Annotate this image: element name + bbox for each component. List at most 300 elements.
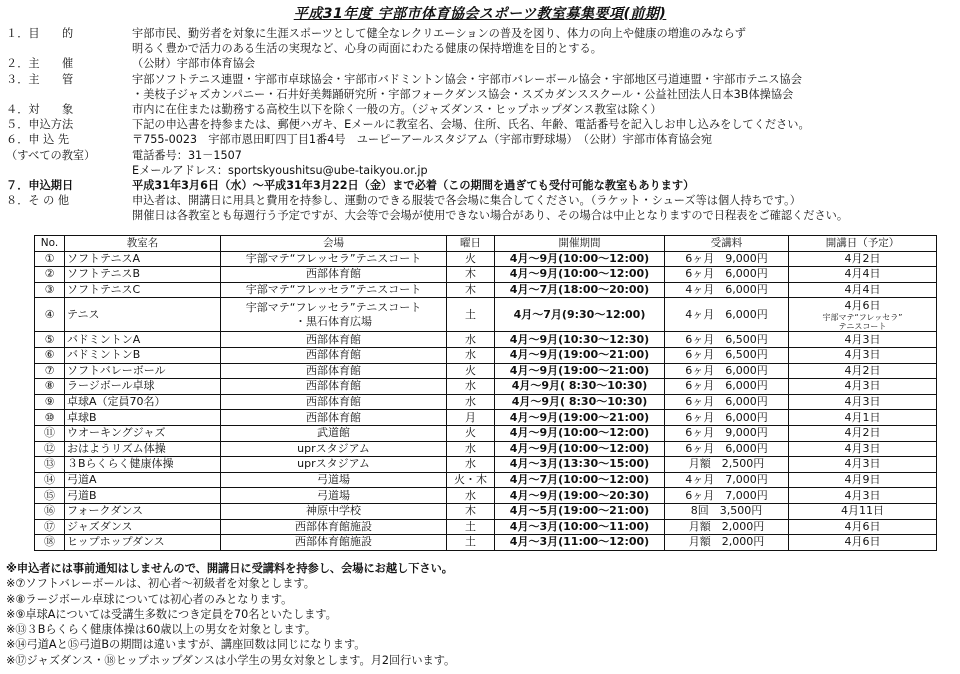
header-venue: 会場 bbox=[221, 236, 447, 252]
class-name: フォークダンス bbox=[67, 504, 144, 518]
venue-cell bbox=[221, 282, 447, 298]
info-label bbox=[6, 87, 132, 102]
start-date-cell bbox=[789, 503, 937, 519]
venue: 西部体育館施設 bbox=[295, 519, 372, 533]
weekday-cell bbox=[447, 535, 495, 551]
info-row bbox=[6, 72, 956, 87]
info-row bbox=[6, 208, 956, 223]
class-name-cell bbox=[65, 394, 221, 410]
fee-cell bbox=[665, 488, 789, 504]
period: 4月～3月(13:30～15:00) bbox=[509, 457, 650, 471]
period: 4月～9月( 8:30～10:30) bbox=[511, 395, 648, 409]
fee: 4ヶ月 7,000円 bbox=[685, 473, 768, 487]
info-label bbox=[6, 41, 132, 56]
venue: 弓道場 bbox=[317, 473, 350, 487]
period-cell bbox=[495, 363, 665, 379]
fee-cell bbox=[665, 251, 789, 267]
venue: uprスタジアム bbox=[297, 441, 370, 455]
start-date: 4月2日 bbox=[844, 251, 881, 265]
row-number-cell bbox=[35, 267, 65, 283]
weekday-cell bbox=[447, 410, 495, 426]
weekday-cell bbox=[447, 267, 495, 283]
row-number: ⑥ bbox=[44, 348, 55, 362]
note-line: ※⑦ソフトバレーボールは、初心者～初級者を対象とします。 bbox=[6, 577, 315, 591]
row-number: ⑩ bbox=[44, 410, 55, 424]
period-cell bbox=[495, 410, 665, 426]
start-date: 4月6日 bbox=[844, 535, 881, 549]
table-row bbox=[35, 519, 937, 535]
weekday: 水 bbox=[465, 348, 476, 362]
header-fee: 受講料 bbox=[665, 236, 789, 252]
fee: 4ヶ月 6,000円 bbox=[685, 283, 768, 297]
class-name-cell bbox=[65, 535, 221, 551]
row-number: ⑫ bbox=[44, 441, 55, 455]
weekday-cell bbox=[447, 488, 495, 504]
class-name: ソフトテニスA bbox=[67, 251, 141, 265]
period: 4月～7月(10:00～12:00) bbox=[509, 473, 650, 487]
info-value: ・美枝子ジャズカンパニー・石井好美舞踊研究所・宇部フォークダンス協会・スズカダンススクール・公益社団法人日本3B体操協会 bbox=[132, 87, 794, 101]
weekday-cell bbox=[447, 298, 495, 332]
row-number-cell bbox=[35, 379, 65, 395]
info-value: 申込者は、開講日に用具と費用を持参し、運動のできる服装で各会場に集合してください。（ラケット・シューズ等は個人持ちです。） bbox=[132, 194, 801, 208]
table-row bbox=[35, 251, 937, 267]
info-row bbox=[6, 41, 956, 56]
start-date-cell bbox=[789, 410, 937, 426]
start-date-cell bbox=[789, 298, 937, 332]
start-date-cell bbox=[789, 332, 937, 348]
row-number-cell bbox=[35, 282, 65, 298]
class-name: ３Bらくらく健康体操 bbox=[67, 457, 174, 471]
start-date-cell bbox=[789, 379, 937, 395]
venue-cell bbox=[221, 425, 447, 441]
start-date: 4月3日 bbox=[844, 379, 881, 393]
venue: 宇部マテ“フレッセラ”テニスコート bbox=[245, 251, 422, 265]
class-name-cell bbox=[65, 472, 221, 488]
class-name-cell bbox=[65, 332, 221, 348]
row-number: ⑨ bbox=[44, 395, 55, 409]
start-date: 4月3日 bbox=[844, 457, 881, 471]
table-row bbox=[35, 472, 937, 488]
weekday-cell bbox=[447, 363, 495, 379]
start-date: 4月11日 bbox=[841, 504, 884, 518]
weekday-cell bbox=[447, 457, 495, 473]
info-label: ３．主 管 bbox=[6, 72, 74, 86]
weekday: 火 bbox=[465, 251, 476, 265]
venue: 西部体育館 bbox=[306, 267, 361, 281]
class-name: ラージボール卓球 bbox=[67, 379, 155, 393]
period-cell bbox=[495, 425, 665, 441]
weekday-cell bbox=[447, 441, 495, 457]
row-number: ⑬ bbox=[44, 457, 55, 471]
period: 4月～9月(19:00～20:30) bbox=[509, 488, 650, 502]
info-row bbox=[6, 193, 956, 208]
info-row bbox=[6, 148, 956, 163]
note-line: ※⑧ラージボール卓球については初心者のみとなります。 bbox=[6, 592, 293, 606]
period-cell bbox=[495, 535, 665, 551]
class-name: 弓道B bbox=[67, 488, 97, 502]
fee: 6ヶ月 6,500円 bbox=[685, 348, 768, 362]
row-number-cell bbox=[35, 332, 65, 348]
table-row bbox=[35, 267, 937, 283]
class-name-cell bbox=[65, 251, 221, 267]
row-number: ⑤ bbox=[44, 332, 55, 346]
venue: 西部体育館 bbox=[306, 410, 361, 424]
period: 4月～3月(11:00～12:00) bbox=[509, 535, 650, 549]
row-number-cell bbox=[35, 441, 65, 457]
weekday: 火 bbox=[465, 426, 476, 440]
class-name-cell bbox=[65, 410, 221, 426]
period-cell bbox=[495, 394, 665, 410]
fee-cell bbox=[665, 363, 789, 379]
header-period: 開催期間 bbox=[495, 236, 665, 252]
row-number-cell bbox=[35, 347, 65, 363]
period: 4月～3月(10:00～11:00) bbox=[509, 519, 650, 533]
period-cell bbox=[495, 282, 665, 298]
fee: 6ヶ月 9,000円 bbox=[685, 426, 768, 440]
period-cell bbox=[495, 519, 665, 535]
fee-cell bbox=[665, 519, 789, 535]
notes-section bbox=[6, 561, 956, 668]
start-date-cell bbox=[789, 425, 937, 441]
table-header-row bbox=[35, 236, 937, 252]
note-line: ※⑬３Bらくらく健康体操は60歳以上の男女を対象とします。 bbox=[6, 623, 317, 637]
start-date: 4月1日 bbox=[844, 410, 881, 424]
info-row bbox=[6, 132, 956, 147]
row-number-cell bbox=[35, 457, 65, 473]
table-row bbox=[35, 425, 937, 441]
venue: 弓道場 bbox=[317, 488, 350, 502]
class-name: ソフトテニスB bbox=[67, 267, 141, 281]
venue: 神原中学校 bbox=[306, 504, 361, 518]
fee-cell bbox=[665, 394, 789, 410]
class-name-cell bbox=[65, 488, 221, 504]
table-row bbox=[35, 332, 937, 348]
class-name: バドミントンB bbox=[67, 348, 141, 362]
fee-cell bbox=[665, 503, 789, 519]
row-number-cell bbox=[35, 251, 65, 267]
venue-cell bbox=[221, 410, 447, 426]
note-line: ※⑭弓道Aと⑮弓道Bの期間は違いますが、講座回数は同じになります。 bbox=[6, 638, 366, 652]
fee: 8回 3,500円 bbox=[690, 504, 763, 518]
period: 4月～7月(18:00～20:00) bbox=[509, 283, 650, 297]
weekday: 水 bbox=[465, 441, 476, 455]
info-section bbox=[6, 26, 956, 223]
fee-cell bbox=[665, 441, 789, 457]
info-label: ５．申込方法 bbox=[6, 118, 74, 132]
table-row bbox=[35, 282, 937, 298]
info-value: 開催日は各教室とも毎週行う予定ですが、大会等で会場が使用できない場合があり、その場合は中止となりますので日程表をご確認ください。 bbox=[132, 209, 849, 223]
info-value: 電話番号：31－1507 bbox=[132, 148, 242, 162]
row-number: ② bbox=[44, 267, 55, 281]
fee: 6ヶ月 6,000円 bbox=[685, 379, 768, 393]
info-value: （公財）宇部市体育協会 bbox=[132, 57, 256, 71]
row-number: ⑪ bbox=[44, 426, 55, 440]
table-row bbox=[35, 394, 937, 410]
class-name: ヒップホップダンス bbox=[67, 535, 165, 549]
fee-cell bbox=[665, 535, 789, 551]
weekday: 水 bbox=[465, 332, 476, 346]
start-date-note: 宇部マテ“フレッセラ” bbox=[822, 312, 903, 322]
venue-cell bbox=[221, 267, 447, 283]
page-title: 平成31年度 宇部市体育協会スポーツ教室募集要項(前期) bbox=[293, 6, 667, 22]
table-row bbox=[35, 441, 937, 457]
row-number-cell bbox=[35, 298, 65, 332]
table-row bbox=[35, 363, 937, 379]
row-number-cell bbox=[35, 519, 65, 535]
row-number: ④ bbox=[44, 307, 55, 321]
fee-cell bbox=[665, 425, 789, 441]
class-name: 弓道A bbox=[67, 473, 97, 487]
fee: 4ヶ月 6,000円 bbox=[685, 307, 768, 321]
header-day: 曜日 bbox=[447, 236, 495, 252]
venue: 西部体育館 bbox=[306, 363, 361, 377]
period-cell bbox=[495, 251, 665, 267]
info-value: 〒755-0023 宇部市恩田町四丁目1番4号 ユーピーアールスタジアム（宇部市野球場） （公財）宇部市体育協会宛 bbox=[132, 133, 713, 147]
period: 4月～9月(10:30～12:30) bbox=[509, 332, 650, 346]
class-name-cell bbox=[65, 457, 221, 473]
weekday: 土 bbox=[465, 307, 476, 321]
fee: 月額 2,000円 bbox=[688, 519, 765, 533]
info-row bbox=[6, 163, 956, 178]
class-name: ウオーキングジャズ bbox=[67, 426, 166, 440]
venue-cell bbox=[221, 332, 447, 348]
start-date-cell bbox=[789, 441, 937, 457]
start-date: 4月6日 bbox=[844, 519, 881, 533]
table-row bbox=[35, 503, 937, 519]
class-name-cell bbox=[65, 282, 221, 298]
info-label bbox=[6, 208, 132, 223]
fee: 6ヶ月 7,000円 bbox=[685, 488, 768, 502]
weekday-cell bbox=[447, 332, 495, 348]
class-table bbox=[34, 235, 937, 551]
class-name-cell bbox=[65, 298, 221, 332]
period: 4月～9月(10:00～12:00) bbox=[509, 426, 650, 440]
row-number: ① bbox=[44, 251, 55, 265]
venue: 武道館 bbox=[317, 426, 350, 440]
period: 4月～9月(19:00～21:00) bbox=[509, 410, 650, 424]
table-row bbox=[35, 298, 937, 332]
venue-cell bbox=[221, 379, 447, 395]
info-row bbox=[6, 102, 956, 117]
class-name: ジャズダンス bbox=[67, 519, 133, 533]
table-row bbox=[35, 488, 937, 504]
venue-cell bbox=[221, 457, 447, 473]
info-row bbox=[6, 26, 956, 41]
table-row bbox=[35, 535, 937, 551]
period: 4月～9月(19:00～21:00) bbox=[509, 348, 650, 362]
period-cell bbox=[495, 347, 665, 363]
venue-cell bbox=[221, 298, 447, 332]
period: 4月～9月(19:00～21:00) bbox=[509, 363, 650, 377]
venue-cell bbox=[221, 251, 447, 267]
class-name: おはようリズム体操 bbox=[67, 441, 166, 455]
row-number-cell bbox=[35, 410, 65, 426]
table-row bbox=[35, 379, 937, 395]
period-cell bbox=[495, 332, 665, 348]
venue-cell bbox=[221, 535, 447, 551]
period-cell bbox=[495, 457, 665, 473]
info-value: 市内に在住または勤務する高校生以下を除く一般の方。（ジャズダンス・ヒップホップダンス教室は除く） bbox=[132, 102, 662, 116]
fee: 6ヶ月 6,000円 bbox=[685, 395, 768, 409]
row-number: ⑦ bbox=[44, 363, 55, 377]
weekday-cell bbox=[447, 251, 495, 267]
start-date: 4月3日 bbox=[844, 395, 881, 409]
fee-cell bbox=[665, 379, 789, 395]
row-number-cell bbox=[35, 535, 65, 551]
class-name-cell bbox=[65, 441, 221, 457]
info-row bbox=[6, 117, 956, 132]
weekday-cell bbox=[447, 472, 495, 488]
weekday-cell bbox=[447, 519, 495, 535]
info-label: （すべての教室） bbox=[6, 148, 96, 162]
weekday-cell bbox=[447, 503, 495, 519]
header-no: No. bbox=[35, 236, 65, 252]
weekday: 木 bbox=[465, 267, 476, 281]
venue-cell bbox=[221, 347, 447, 363]
class-name: 卓球A（定員70名） bbox=[67, 395, 166, 409]
class-name-cell bbox=[65, 379, 221, 395]
venue: 西部体育館 bbox=[306, 379, 361, 393]
start-date: 4月3日 bbox=[844, 488, 881, 502]
weekday: 火・木 bbox=[454, 473, 487, 487]
venue-cell bbox=[221, 363, 447, 379]
start-date: 4月4日 bbox=[844, 267, 881, 281]
period: 4月～9月(10:00～12:00) bbox=[509, 251, 650, 265]
start-date-cell bbox=[789, 457, 937, 473]
fee-cell bbox=[665, 332, 789, 348]
table-row bbox=[35, 410, 937, 426]
start-date-cell bbox=[789, 472, 937, 488]
row-number-cell bbox=[35, 488, 65, 504]
venue: 西部体育館 bbox=[306, 332, 361, 346]
start-date: 4月3日 bbox=[844, 332, 881, 346]
row-number-cell bbox=[35, 472, 65, 488]
weekday: 木 bbox=[465, 504, 476, 518]
start-date: 4月9日 bbox=[844, 473, 881, 487]
class-name: バドミントンA bbox=[67, 332, 141, 346]
venue-cell bbox=[221, 441, 447, 457]
weekday: 木 bbox=[465, 283, 476, 297]
row-number: ⑯ bbox=[44, 504, 55, 518]
fee: 6ヶ月 9,000円 bbox=[685, 251, 768, 265]
info-label bbox=[6, 163, 132, 178]
class-name: ソフトテニスC bbox=[67, 283, 141, 297]
weekday: 火 bbox=[465, 363, 476, 377]
start-date: 4月4日 bbox=[844, 283, 881, 297]
info-label: ８．そ の 他 bbox=[6, 194, 70, 208]
start-date-cell bbox=[789, 488, 937, 504]
period-cell bbox=[495, 503, 665, 519]
period-cell bbox=[495, 488, 665, 504]
period-cell bbox=[495, 472, 665, 488]
class-name-cell bbox=[65, 363, 221, 379]
row-number: ⑧ bbox=[44, 379, 55, 393]
weekday-cell bbox=[447, 394, 495, 410]
weekday: 水 bbox=[465, 379, 476, 393]
note-line: ※⑰ジャズダンス・⑱ヒップホップダンスは小学生の男女対象とします。月2回行います。 bbox=[6, 653, 456, 667]
row-number: ⑱ bbox=[44, 535, 55, 549]
info-row bbox=[6, 178, 956, 193]
period-cell bbox=[495, 441, 665, 457]
note-line: ※申込者には事前通知はしませんので、開講日に受講料を持参し、会場にお越し下さい。 bbox=[6, 562, 453, 575]
fee-cell bbox=[665, 347, 789, 363]
start-date-cell bbox=[789, 267, 937, 283]
table-row bbox=[35, 457, 937, 473]
header-start-date: 開講日（予定） bbox=[789, 236, 937, 252]
start-date-note: テニスコート bbox=[838, 321, 887, 331]
info-value: 明るく豊かで活力のある生活の実現など、心身の両面にわたる健康の保持増進を目的とする。 bbox=[132, 42, 602, 56]
row-number: ⑮ bbox=[44, 488, 55, 502]
start-date-cell bbox=[789, 251, 937, 267]
fee: 月額 2,000円 bbox=[688, 535, 765, 549]
fee: 6ヶ月 6,000円 bbox=[685, 363, 768, 377]
info-label: １．目 的 bbox=[6, 27, 74, 40]
weekday: 水 bbox=[465, 488, 476, 502]
venue-cell bbox=[221, 503, 447, 519]
row-number-cell bbox=[35, 425, 65, 441]
period-cell bbox=[495, 379, 665, 395]
venue-cell bbox=[221, 394, 447, 410]
row-number: ⑭ bbox=[44, 473, 55, 487]
start-date-cell bbox=[789, 535, 937, 551]
venue: 西部体育館 bbox=[306, 348, 361, 362]
period-cell bbox=[495, 298, 665, 332]
start-date: 4月6日 bbox=[844, 298, 881, 312]
fee-cell bbox=[665, 267, 789, 283]
fee-cell bbox=[665, 282, 789, 298]
venue-cell bbox=[221, 519, 447, 535]
weekday-cell bbox=[447, 425, 495, 441]
period: 4月～9月(10:00～12:00) bbox=[509, 441, 650, 455]
start-date-cell bbox=[789, 394, 937, 410]
weekday: 水 bbox=[465, 395, 476, 409]
period-cell bbox=[495, 267, 665, 283]
start-date-cell bbox=[789, 347, 937, 363]
info-label: ６．申 込 先 bbox=[6, 133, 70, 147]
fee: 6ヶ月 6,000円 bbox=[685, 441, 768, 455]
start-date-cell bbox=[789, 363, 937, 379]
venue: uprスタジアム bbox=[297, 457, 370, 471]
start-date: 4月3日 bbox=[844, 348, 881, 362]
fee: 6ヶ月 6,000円 bbox=[685, 267, 768, 281]
weekday: 月 bbox=[465, 410, 476, 424]
fee: 6ヶ月 6,500円 bbox=[685, 332, 768, 346]
class-name: 卓球B bbox=[67, 410, 97, 424]
row-number-cell bbox=[35, 363, 65, 379]
start-date-cell bbox=[789, 519, 937, 535]
venue: 西部体育館 bbox=[306, 395, 361, 409]
info-row bbox=[6, 56, 956, 71]
info-value: 宇部ソフトテニス連盟・宇部市卓球協会・宇部市バドミントン協会・宇部市バレーボール協会・宇部地区弓道連盟・宇部市テニス協会 bbox=[132, 72, 802, 86]
fee-cell bbox=[665, 472, 789, 488]
info-label: ４．対 象 bbox=[6, 102, 74, 116]
weekday: 土 bbox=[465, 535, 476, 549]
class-name: ソフトバレーボール bbox=[67, 363, 166, 377]
period: 4月～7月(9:30～12:00) bbox=[513, 307, 646, 321]
class-name-cell bbox=[65, 425, 221, 441]
venue: 西部体育館施設 bbox=[295, 535, 372, 549]
row-number: ③ bbox=[44, 283, 55, 297]
period: 4月～5月(19:00～21:00) bbox=[509, 504, 650, 518]
info-value: Eメールアドレス：sportskyoushitsu@ube-taikyou.or.jp bbox=[132, 163, 428, 177]
venue-cell bbox=[221, 488, 447, 504]
start-date: 4月3日 bbox=[844, 441, 881, 455]
header-class-name: 教室名 bbox=[65, 236, 221, 252]
class-name-cell bbox=[65, 347, 221, 363]
venue-line2: ・黒石体育広場 bbox=[295, 314, 372, 328]
venue: 宇部マテ“フレッセラ”テニスコート bbox=[245, 283, 422, 297]
info-value: 平成31年3月6日（水）～平成31年3月22日（金）まで必着（この期間を過ぎても受付可能な教室もあります） bbox=[132, 178, 695, 192]
